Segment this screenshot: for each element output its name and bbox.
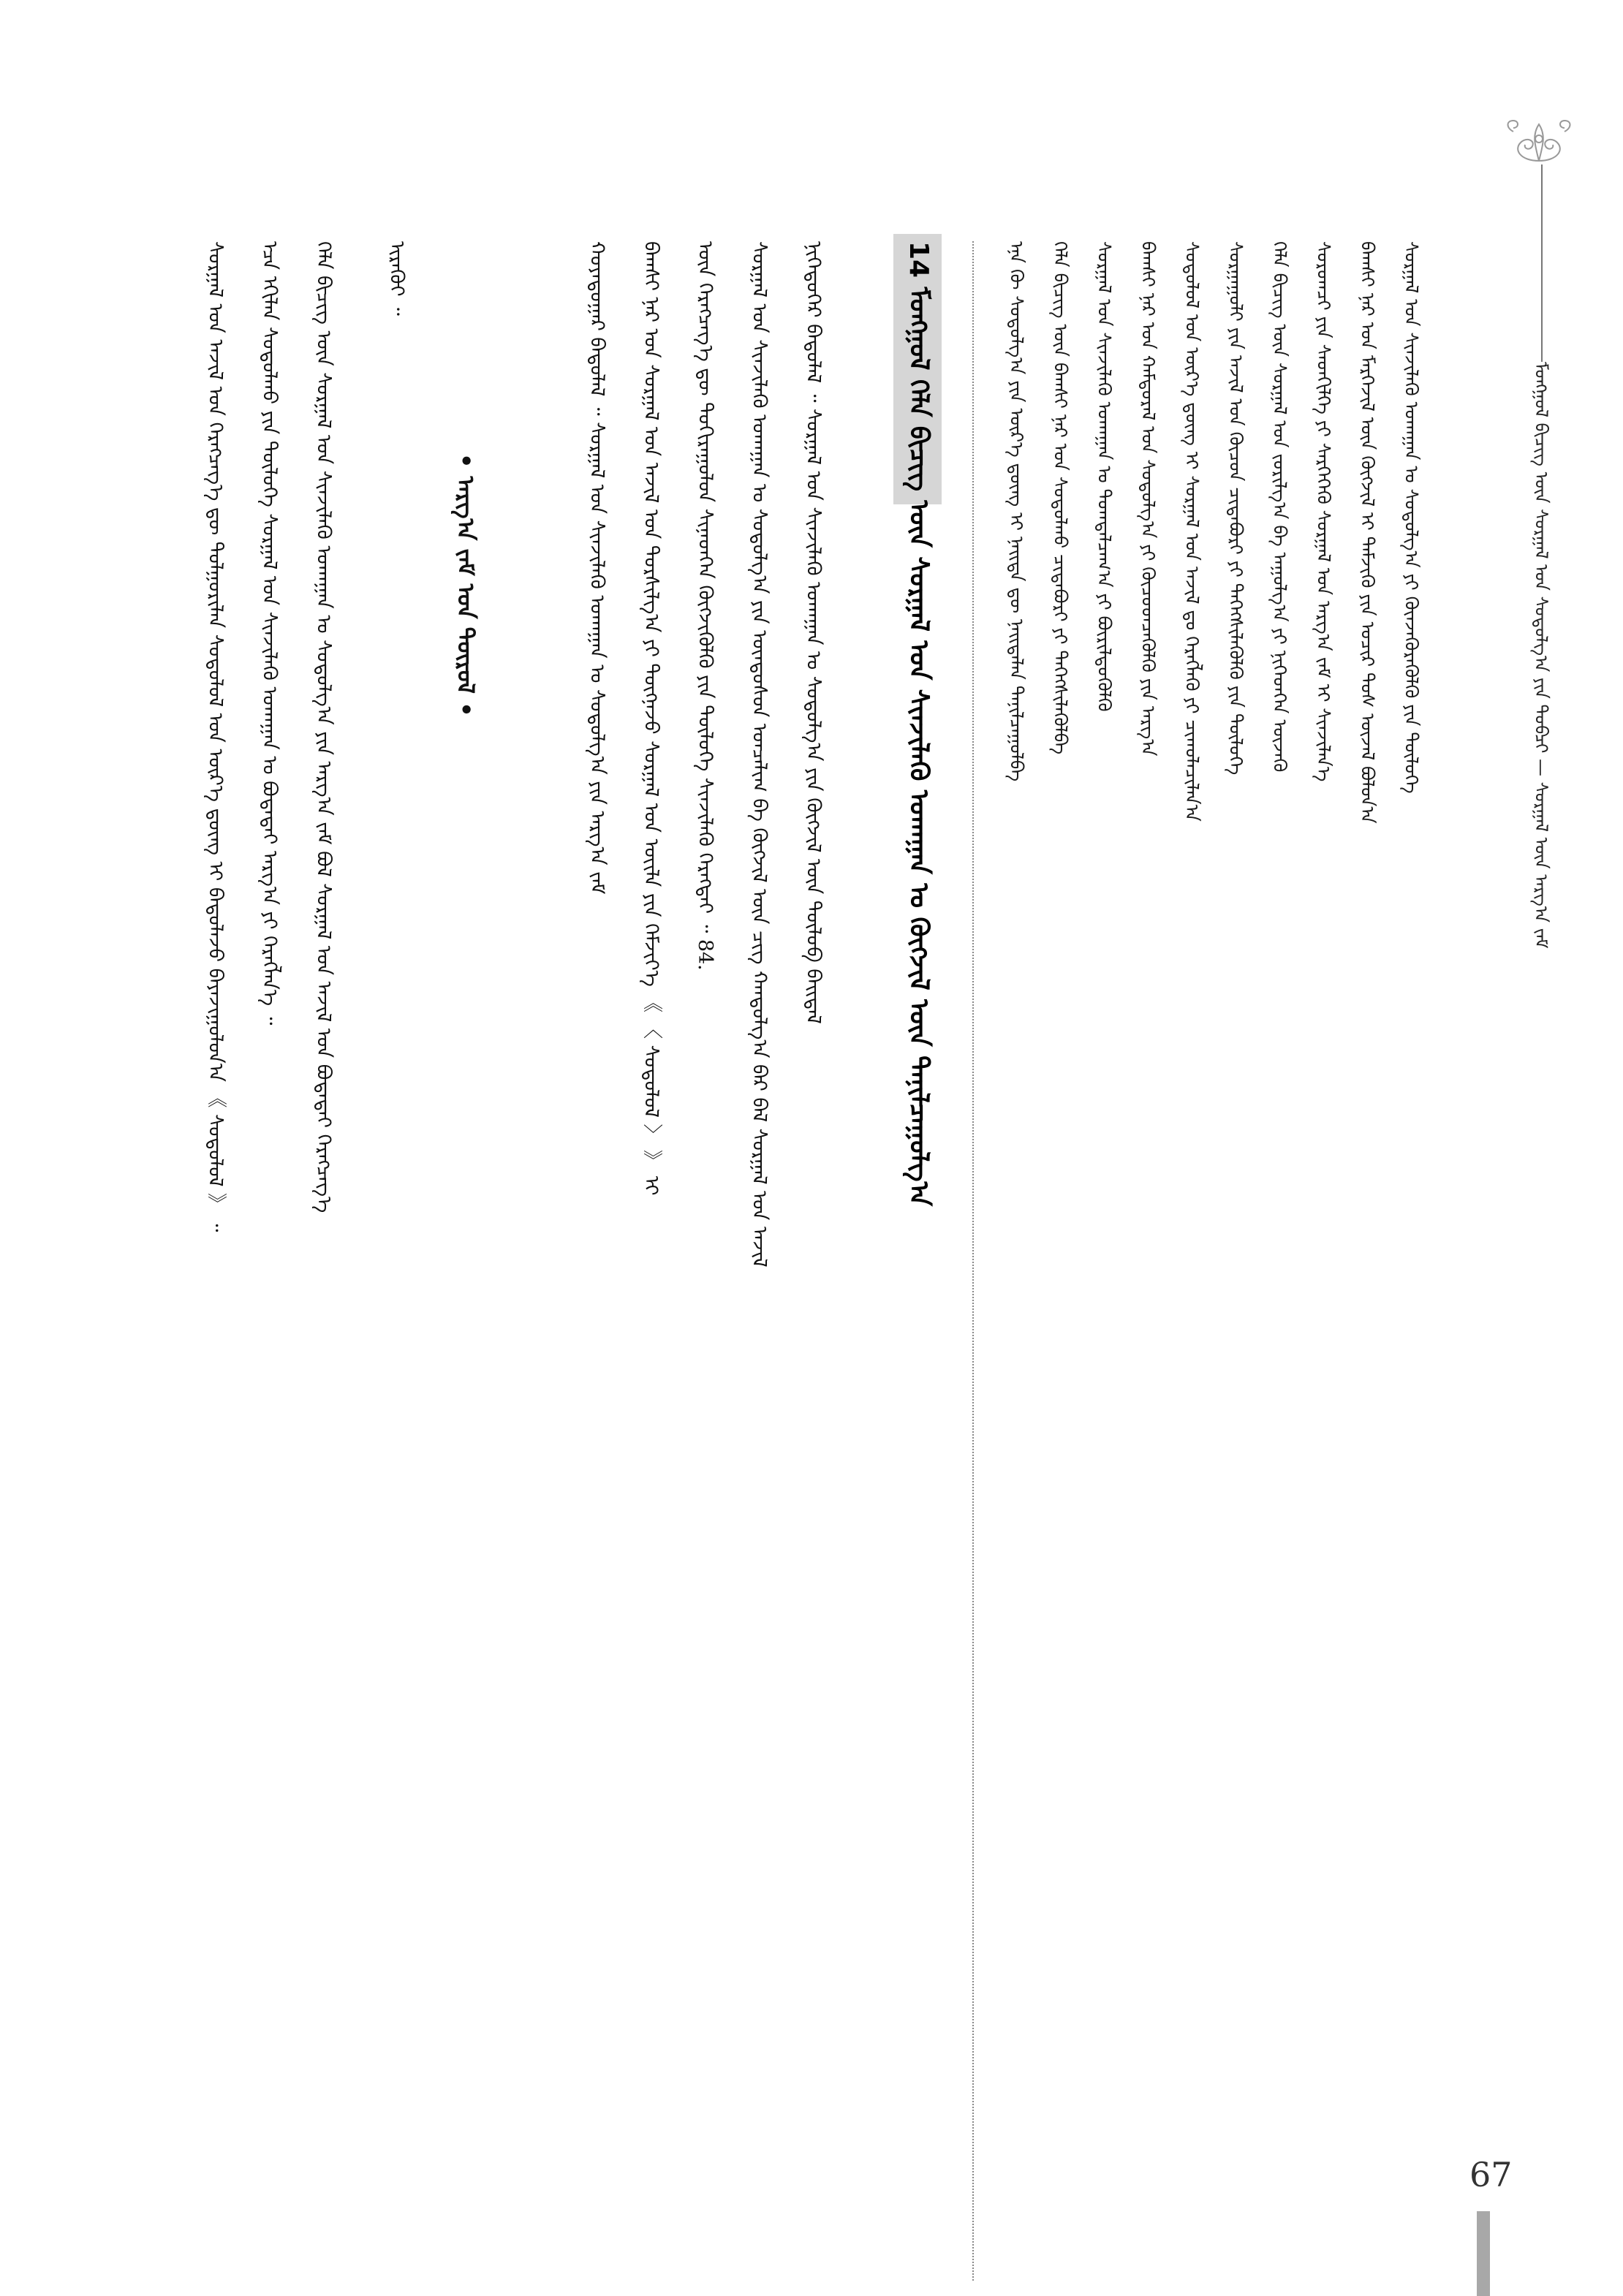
page-ornament-icon <box>1499 117 1579 168</box>
quote-line-5: ᠰᠤᠷᠭᠠᠭᠤᠯᠢ ᠶᠢᠨ ᠠᠵᠢᠯ ᠤᠨ ᠬᠦᠴᠦᠨ ᠴᠢᠳᠠᠪᠤᠷᠢ ᠶᠢ ᠳᠡᠭᠡᠭᠰᠢᠯᠡᠭᠦᠯᠬᠦ ᠶᠢᠨ ᠲᠥᠯᠥᠭᠡ <box>1225 241 1246 776</box>
section-heading <box>898 241 939 1674</box>
quote-line-8: ᠰᠤᠷᠭᠠᠯ ᠤᠨ ᠰᠢᠨᠵᠢᠯᠡᠬᠦ ᠤᠬᠠᠭᠠᠨ ᠤ ᠲᠣᠭᠲᠠᠯᠴᠠᠭ᠎ᠠ ᠶᠢ ᠪᠦᠷᠢᠯᠳᠦᠭᠦᠯᠬᠦ <box>1094 241 1115 712</box>
quote-line-4: ᠬᠡᠯᠡ ᠪᠢᠴᠢᠭ᠌ ᠦᠨ ᠰᠤᠷᠭᠠᠯ ᠤᠨ ᠵᠣᠷᠢᠯᠭ᠎ᠠ ᠪᠠ ᠠᠭᠤᠯᠭ᠎ᠠ ᠶᠢ ᠨᠢᠭᠡᠳᠭᠡᠨ ᠦᠵᠡᠬᠦ <box>1269 241 1290 773</box>
quote-line-7: ᠪᠠᠭᠰᠢ ᠨᠠᠷ ᠤᠨ ᠬᠠᠮᠲᠤᠷᠠᠯ ᠤᠨ ᠰᠤᠳᠤᠯᠭ᠎ᠠ ᠶᠢ ᠬᠦᠴᠦᠳᠴᠡᠭᠦᠯᠬᠦ ᠶᠢᠨ ᠠᠷᠭ᠎ᠠ <box>1138 241 1159 757</box>
header-rule <box>1541 164 1543 362</box>
body-line-4: ᠪᠠᠭᠰᠢ ᠨᠠᠷ ᠤᠨ ᠰᠤᠷᠭᠠᠯ ᠤᠨ ᠠᠵᠢᠯ ᠤᠨ ᠲᠤᠷᠰᠢᠯᠭ᠎ᠠ ᠶᠢ ᠳᠦᠭᠨᠡᠵᠦ ᠰᠤᠷᠭᠠᠯ ᠤᠨ ᠦᠢᠯᠡ ᠶᠢᠨ ᠬᠡᠮᠵᠢᠶ᠎ᠡ 《 〈 ᠰᠤᠳᠤᠯᠤᠯ 〉 》 ᠢ <box>640 241 662 1196</box>
section-heading-text: ᠮᠣᠩᠭᠣᠯ ᠬᠡᠯᠡ ᠪᠢᠴᠢᠭ᠌ ᠦᠨ ᠰᠤᠷᠭᠠᠯ ᠤᠨ ᠰᠢᠨᠵᠢᠯᠡᠬᠦ ᠤᠬᠠᠭᠠᠨ ᠤ ᠬᠥᠭᠵᠢᠯ ᠦᠨ ᠲᠠᠨᠢᠯᠴᠠᠭᠤᠯᠭ᠎ᠠ <box>904 287 934 1207</box>
page-number: 67 <box>1469 2155 1513 2194</box>
subsection-title: • ᠠᠷᠭ᠎ᠠ ᠵᠠᠮ ᠤᠨ ᠲᠥᠷᠥᠯ • <box>452 453 480 717</box>
section-number: 14 <box>904 241 934 279</box>
body-line-6: ᠬᠡᠯᠡ ᠪᠢᠴᠢᠭ᠌ ᠦᠨ ᠰᠤᠷᠭᠠᠯ ᠤᠨ ᠰᠢᠨᠵᠢᠯᠡᠬᠦ ᠤᠬᠠᠭᠠᠨ ᠤ ᠰᠤᠳᠤᠯᠭ᠎ᠠ ᠶᠢᠨ ᠠᠷᠭ᠎ᠠ ᠵᠠᠮ ᠪᠣᠯ ᠰᠤᠷᠭᠠᠯ ᠤᠨ ᠠᠵᠢᠯ ᠤᠨ ᠪᠣᠳᠠᠳᠠᠢ ᠬᠡᠷᠡᠭᠴᠡᠭ᠎ᠡ <box>312 241 335 1213</box>
body-line-7: ᠡᠴᠡ ᠡᠬᠢᠯᠡᠨ ᠰᠤᠳᠤᠯᠬᠤ ᠶᠢᠨ ᠲᠥᠯᠥᠭᠡ ᠰᠤᠷᠭᠠᠯ ᠤᠨ ᠰᠢᠨᠵᠢᠯᠡᠬᠦ ᠤᠬᠠᠭᠠᠨ ᠤ ᠪᠣᠳᠠᠳᠠᠢ ᠠᠷᠭ᠎ᠠ ᠶᠢ ᠬᠡᠷᠡᠭᠯᠡᠨ᠎ᠡ ᠃ <box>258 241 281 1026</box>
quote-line-6: ᠰᠤᠳᠤᠯᠤᠯ ᠤᠨ ᠦᠷ᠎ᠡ ᠳ᠋ᠦᠩ ᠢ ᠰᠤᠷᠭᠠᠯ ᠤᠨ ᠠᠵᠢᠯ ᠳᠤ ᠬᠡᠷᠡᠭᠯᠡᠬᠦ ᠶᠢ ᠴᠢᠬᠤᠯᠠᠴᠢᠯᠠᠨ᠎ᠠ <box>1181 241 1203 822</box>
body-line-8: ᠰᠤᠷᠭᠠᠯ ᠤᠨ ᠠᠵᠢᠯ ᠤᠨ ᠬᠡᠷᠡᠭᠴᠡᠭ᠎ᠡ ᠳᠦ ᠲᠤᠯᠭᠤᠷᠢᠯᠠᠨ ᠰᠤᠳᠤᠯᠤᠯ ᠤᠨ ᠦᠷ᠎ᠡ ᠳ᠋ᠦᠩ ᠢ ᠪᠠᠲᠤᠯᠠᠵᠤ ᠪᠠᠶᠠᠵᠢᠭᠤᠯᠤᠨ᠎ᠠ 《 ᠰᠤᠳᠤᠯᠤᠯ 》 ᠃ <box>204 241 227 1232</box>
side-tab <box>1477 2211 1490 2296</box>
quote-line-1: ᠰᠤᠷᠭᠠᠯ ᠤᠨ ᠰᠢᠨᠵᠢᠯᠡᠬᠦ ᠤᠬᠠᠭᠠᠨ ᠤ ᠰᠤᠳᠤᠯᠭ᠎ᠠ ᠶᠢ ᠭᠦᠨᠵᠡᠭᠦᠷᠡᠭᠦᠯᠬᠦ ᠶᠢᠨ ᠲᠥᠯᠥᠭᠡ <box>1401 241 1422 794</box>
body-line-1: ᠨᠢᠭᠡᠳᠦᠭᠡᠷ ᠪᠠᠲᠤᠯᠠᠯ ᠃ ᠰᠤᠷᠭᠠᠯ ᠤᠨ ᠰᠢᠨᠵᠢᠯᠡᠬᠦ ᠤᠬᠠᠭᠠᠨ ᠤ ᠰᠤᠳᠤᠯᠭ᠎ᠠ ᠶᠢᠨ ᠬᠥᠭᠵᠢᠯ ᠦᠨ ᠲᠥᠯᠥᠪ ᠪᠠᠢᠳᠠᠯ <box>802 241 825 1024</box>
running-head: ᠮᠣᠩᠭᠣᠯ ᠪᠢᠴᠢᠭ᠌ ᠦᠨ ᠰᠤᠷᠭᠠᠯ ᠤᠨ ᠰᠤᠳᠤᠯᠭ᠎ᠠ ᠶᠢᠨ ᠲᠣᠪᠴᠢ — ᠰᠤᠷᠭᠠᠯ ᠦᠨ ᠠᠷᠭ᠎ᠠ ᠵᠠᠮ <box>1531 362 1551 949</box>
quote-line-3: ᠰᠤᠷᠤᠭᠴᠢ ᠶᠢᠨ ᠰᠡᠳᠬᠢᠯᠭᠡ ᠶᠢ ᠰᠡᠷᠭᠡᠭᠡᠬᠦ ᠰᠤᠷᠭᠠᠯ ᠤᠨ ᠠᠷᠭ᠎ᠠ ᠵᠠᠮ ᠢ ᠰᠢᠨᠵᠢᠯᠡᠨ᠎ᠡ <box>1313 241 1334 782</box>
quote-line-10: ᠡᠨᠡ ᠬᠦ ᠰᠤᠳᠤᠯᠭ᠎ᠠ ᠶᠢᠨ ᠦᠷ᠎ᠡ ᠳ᠋ᠦᠩ ᠢ ᠨᠡᠢᠲᠡ ᠳᠦ ᠨᠡᠢᠲᠡᠯᠡᠨ ᠲᠠᠨᠢᠯᠴᠠᠭᠤᠯᠪᠠ <box>1006 241 1027 782</box>
body-line-5: ᠬᠣᠶᠠᠳᠤᠭᠠᠷ ᠪᠠᠲᠤᠯᠠᠯ ᠃ ᠰᠤᠷᠭᠠᠯ ᠤᠨ ᠰᠢᠨᠵᠢᠯᠡᠬᠦ ᠤᠬᠠᠭᠠᠨ ᠤ ᠰᠤᠳᠤᠯᠭ᠎ᠠ ᠶᠢᠨ ᠠᠷᠭ᠎ᠠ ᠵᠠᠮ <box>586 241 608 895</box>
section-divider <box>972 241 974 2281</box>
closing-line: ᠢᠷᠡᠭᠦᠢ ᠃ <box>385 241 408 316</box>
quote-line-2: ᠪᠠᠭᠰᠢ ᠨᠠᠷ ᠤᠨ ᠮᠡᠷᠭᠡᠵᠢᠯ ᠦᠨ ᠬᠥᠭᠵᠢᠯ ᠢ ᠳᠡᠮᠵᠢᠬᠦ ᠶᠢᠨ ᠤᠴᠢᠷ ᠲᠤᠰ ᠦᠵᠡᠯ ᠪᠣᠯᠤᠨ᠎ᠠ <box>1357 241 1378 824</box>
quote-line-9: ᠬᠡᠯᠡ ᠪᠢᠴᠢᠭ᠌ ᠦᠨ ᠪᠠᠭᠰᠢ ᠨᠠᠷ ᠤᠨ ᠰᠤᠳᠤᠯᠬᠤ ᠴᠢᠳᠠᠪᠤᠷᠢ ᠶᠢ ᠳᠡᠭᠡᠭᠰᠢᠯᠡᠭᠦᠯᠪᠡ <box>1050 241 1071 755</box>
body-line-2: ᠰᠤᠷᠭᠠᠯ ᠤᠨ ᠰᠢᠨᠵᠢᠯᠡᠬᠦ ᠤᠬᠠᠭᠠᠨ ᠤ ᠰᠤᠳᠤᠯᠭ᠎ᠠ ᠶᠢᠨ ᠦᠨᠳᠦᠰᠦᠨ ᠣᠨᠴᠠᠯᠢᠭ ᠪᠠ ᠬᠥᠭᠵᠢᠯ ᠦᠨ ᠴᠢᠭ ᠬᠠᠨᠳᠤᠯᠭ᠎ᠠ ᠪᠠᠷ ᠪᠠᠯ ᠰᠤᠷᠭᠠᠯ ᠤᠨ ᠠᠵᠢᠯ <box>748 241 771 1268</box>
body-line-3: ᠦᠨ ᠬᠡᠷᠡᠭᠴᠡᠭ᠎ᠡ ᠳᠦ ᠲᠣᠬᠢᠷᠠᠭᠤᠯᠤᠨ ᠰᠢᠨᠡᠳᠬᠡᠨ ᠬᠥᠭᠵᠢᠭᠦᠯᠬᠦ ᠶᠢᠨ ᠲᠥᠯᠥᠭᠡ ᠰᠢᠨᠵᠢᠯᠡᠬᠦ ᠬᠡᠷᠡᠭᠲᠡᠢ ᠃ 84. <box>694 241 716 971</box>
